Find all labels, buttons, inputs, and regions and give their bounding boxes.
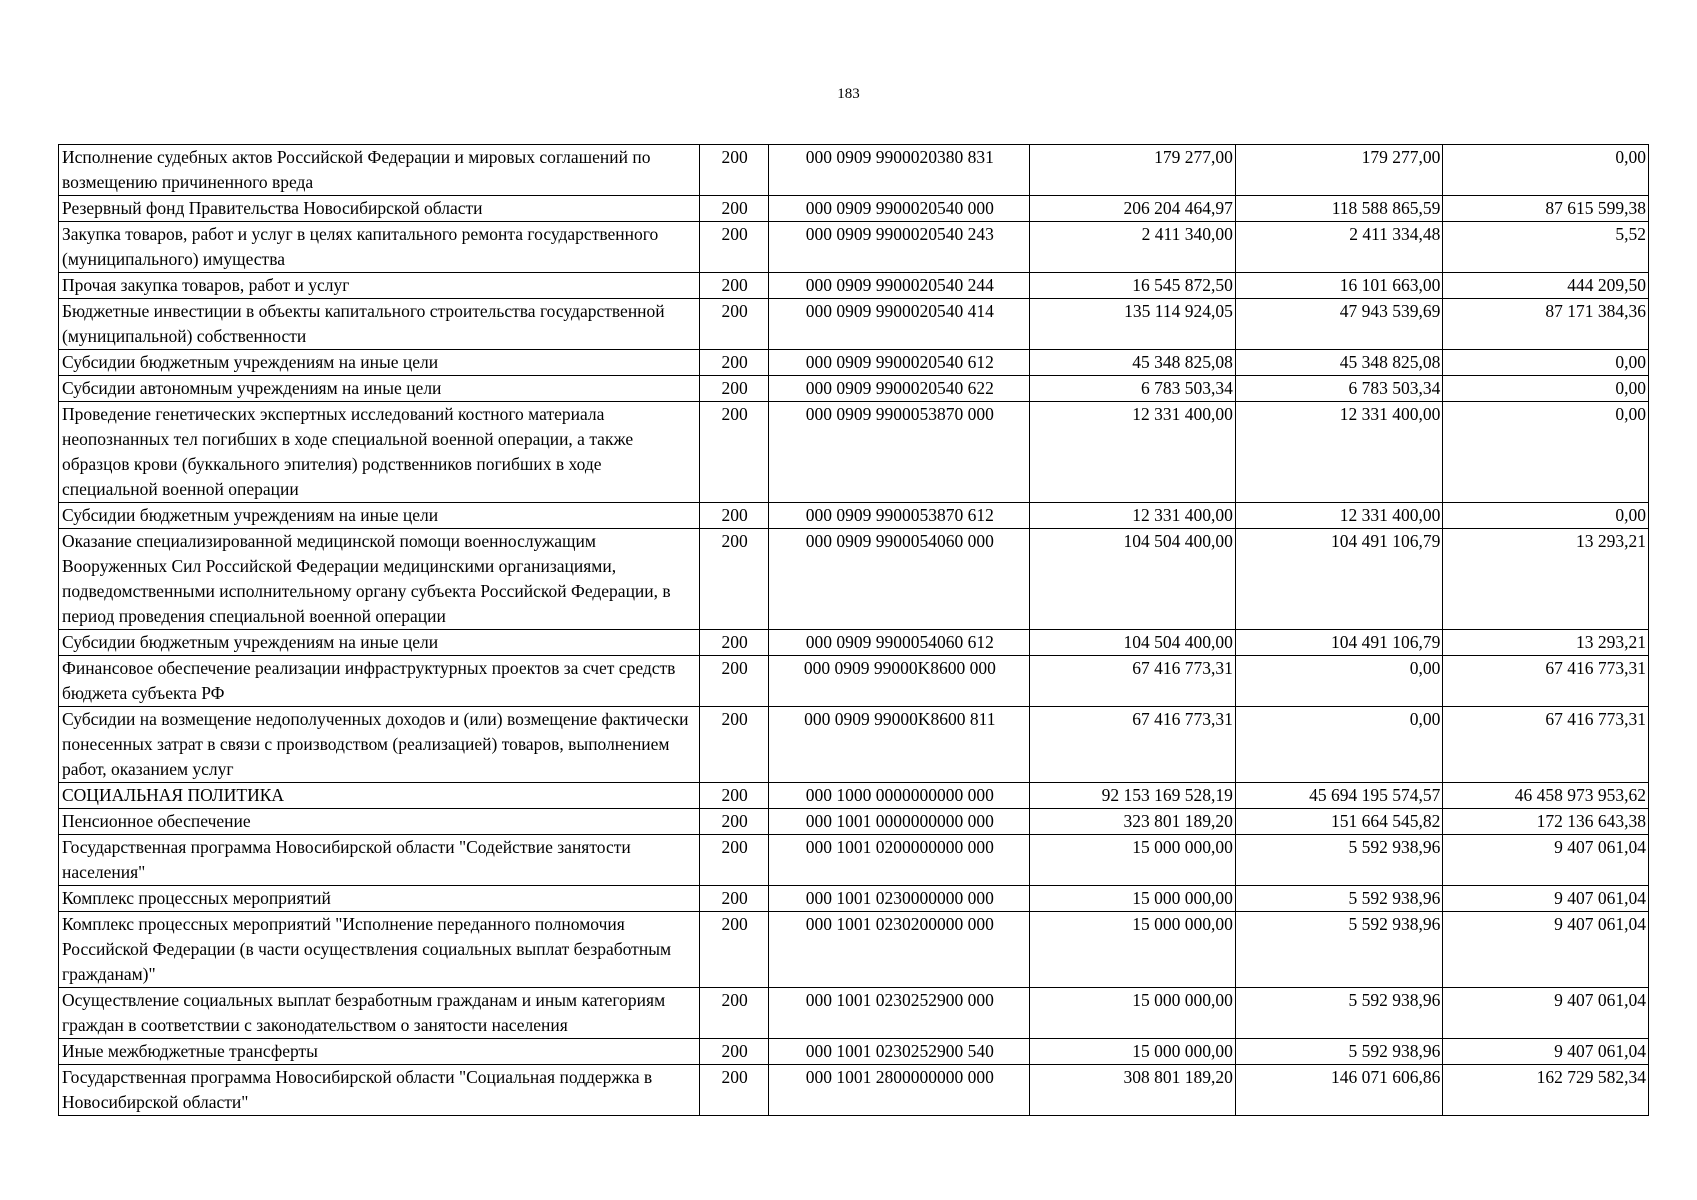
row-executed-amount-cell: 0,00 <box>1235 707 1443 783</box>
row-admin-code-cell: 200 <box>699 273 769 299</box>
row-approved-amount-cell: 15 000 000,00 <box>1030 886 1236 912</box>
row-admin-code-cell: 200 <box>699 1065 769 1116</box>
row-name-cell: Субсидии автономным учреждениям на иные цели <box>59 376 700 402</box>
table-row <box>59 376 1649 402</box>
row-unexecuted-amount-cell: 46 458 973 953,62 <box>1443 783 1649 809</box>
table-row <box>59 1039 1649 1065</box>
row-budget-code-cell: 000 0909 99000K8600 000 <box>769 656 1030 707</box>
table-row <box>59 656 1649 707</box>
row-budget-code-cell: 000 0909 9900020540 243 <box>769 222 1030 273</box>
row-unexecuted-amount-cell: 0,00 <box>1443 402 1649 503</box>
table-row <box>59 273 1649 299</box>
row-unexecuted-amount-cell: 13 293,21 <box>1443 630 1649 656</box>
table-row <box>59 988 1649 1039</box>
row-unexecuted-amount-cell: 0,00 <box>1443 376 1649 402</box>
row-executed-amount-cell: 12 331 400,00 <box>1235 503 1443 529</box>
row-unexecuted-amount-cell: 9 407 061,04 <box>1443 912 1649 988</box>
row-approved-amount-cell: 15 000 000,00 <box>1030 835 1236 886</box>
row-budget-code-cell: 000 0909 9900053870 000 <box>769 402 1030 503</box>
table-row <box>59 222 1649 273</box>
row-name-cell: Субсидии бюджетным учреждениям на иные цели <box>59 503 700 529</box>
table-row <box>59 809 1649 835</box>
table-body <box>59 145 1649 1116</box>
row-name-cell: Иные межбюджетные трансферты <box>59 1039 700 1065</box>
row-budget-code-cell: 000 1001 0230000000 000 <box>769 886 1030 912</box>
row-budget-code-cell: 000 0909 9900020540 612 <box>769 350 1030 376</box>
row-executed-amount-cell: 5 592 938,96 <box>1235 912 1443 988</box>
row-name-cell: Прочая закупка товаров, работ и услуг <box>59 273 700 299</box>
row-budget-code-cell: 000 1001 0000000000 000 <box>769 809 1030 835</box>
row-executed-amount-cell: 16 101 663,00 <box>1235 273 1443 299</box>
row-executed-amount-cell: 118 588 865,59 <box>1235 196 1443 222</box>
row-name-cell: Резервный фонд Правительства Новосибирской области <box>59 196 700 222</box>
row-approved-amount-cell: 179 277,00 <box>1030 145 1236 196</box>
row-admin-code-cell: 200 <box>699 783 769 809</box>
row-admin-code-cell: 200 <box>699 988 769 1039</box>
row-budget-code-cell: 000 0909 9900020540 622 <box>769 376 1030 402</box>
row-unexecuted-amount-cell: 172 136 643,38 <box>1443 809 1649 835</box>
row-admin-code-cell: 200 <box>699 222 769 273</box>
row-approved-amount-cell: 206 204 464,97 <box>1030 196 1236 222</box>
row-unexecuted-amount-cell: 87 171 384,36 <box>1443 299 1649 350</box>
row-unexecuted-amount-cell: 9 407 061,04 <box>1443 835 1649 886</box>
row-budget-code-cell: 000 1001 0200000000 000 <box>769 835 1030 886</box>
row-name-cell: Субсидии на возмещение недополученных доходов и (или) возмещение фактически понесенных затрат в связи с производством (реализацией) товаров, выполнением работ, оказанием услуг <box>59 707 700 783</box>
row-approved-amount-cell: 45 348 825,08 <box>1030 350 1236 376</box>
budget-execution-table <box>58 144 1649 1116</box>
row-approved-amount-cell: 323 801 189,20 <box>1030 809 1236 835</box>
table-row <box>59 529 1649 630</box>
page-number: 183 <box>837 86 860 102</box>
row-executed-amount-cell: 0,00 <box>1235 656 1443 707</box>
row-approved-amount-cell: 308 801 189,20 <box>1030 1065 1236 1116</box>
row-admin-code-cell: 200 <box>699 503 769 529</box>
row-budget-code-cell: 000 0909 9900020540 244 <box>769 273 1030 299</box>
row-budget-code-cell: 000 0909 9900053870 612 <box>769 503 1030 529</box>
row-name-cell: Финансовое обеспечение реализации инфраструктурных проектов за счет средств бюджета субъекта РФ <box>59 656 700 707</box>
row-approved-amount-cell: 92 153 169 528,19 <box>1030 783 1236 809</box>
row-budget-code-cell: 000 0909 9900020380 831 <box>769 145 1030 196</box>
row-executed-amount-cell: 5 592 938,96 <box>1235 1039 1443 1065</box>
row-budget-code-cell: 000 1000 0000000000 000 <box>769 783 1030 809</box>
row-admin-code-cell: 200 <box>699 630 769 656</box>
row-approved-amount-cell: 15 000 000,00 <box>1030 912 1236 988</box>
row-approved-amount-cell: 135 114 924,05 <box>1030 299 1236 350</box>
table-row <box>59 350 1649 376</box>
table-row <box>59 299 1649 350</box>
row-budget-code-cell: 000 0909 9900020540 414 <box>769 299 1030 350</box>
row-approved-amount-cell: 12 331 400,00 <box>1030 503 1236 529</box>
row-unexecuted-amount-cell: 13 293,21 <box>1443 529 1649 630</box>
row-admin-code-cell: 200 <box>699 376 769 402</box>
row-unexecuted-amount-cell: 0,00 <box>1443 350 1649 376</box>
row-executed-amount-cell: 45 348 825,08 <box>1235 350 1443 376</box>
row-executed-amount-cell: 12 331 400,00 <box>1235 402 1443 503</box>
row-admin-code-cell: 200 <box>699 402 769 503</box>
row-unexecuted-amount-cell: 0,00 <box>1443 145 1649 196</box>
row-unexecuted-amount-cell: 67 416 773,31 <box>1443 656 1649 707</box>
row-name-cell: Оказание специализированной медицинской помощи военнослужащим Вооруженных Сил Российской Федерации медицинскими организациями, подведомственными исполнительному органу субъекта Российской Федерации, в период проведения специальной военной операции <box>59 529 700 630</box>
row-executed-amount-cell: 151 664 545,82 <box>1235 809 1443 835</box>
row-admin-code-cell: 200 <box>699 835 769 886</box>
row-approved-amount-cell: 2 411 340,00 <box>1030 222 1236 273</box>
row-approved-amount-cell: 15 000 000,00 <box>1030 1039 1236 1065</box>
row-executed-amount-cell: 47 943 539,69 <box>1235 299 1443 350</box>
table-row <box>59 402 1649 503</box>
row-unexecuted-amount-cell: 67 416 773,31 <box>1443 707 1649 783</box>
row-executed-amount-cell: 5 592 938,96 <box>1235 988 1443 1039</box>
table-row <box>59 145 1649 196</box>
table-row <box>59 503 1649 529</box>
row-budget-code-cell: 000 0909 9900020540 000 <box>769 196 1030 222</box>
row-budget-code-cell: 000 1001 0230252900 540 <box>769 1039 1030 1065</box>
row-unexecuted-amount-cell: 0,00 <box>1443 503 1649 529</box>
table-row <box>59 630 1649 656</box>
row-budget-code-cell: 000 1001 2800000000 000 <box>769 1065 1030 1116</box>
table-row <box>59 835 1649 886</box>
row-unexecuted-amount-cell: 9 407 061,04 <box>1443 988 1649 1039</box>
row-executed-amount-cell: 2 411 334,48 <box>1235 222 1443 273</box>
row-executed-amount-cell: 45 694 195 574,57 <box>1235 783 1443 809</box>
row-executed-amount-cell: 179 277,00 <box>1235 145 1443 196</box>
row-budget-code-cell: 000 0909 99000K8600 811 <box>769 707 1030 783</box>
row-name-cell: Государственная программа Новосибирской области "Социальная поддержка в Новосибирской области" <box>59 1065 700 1116</box>
row-approved-amount-cell: 67 416 773,31 <box>1030 656 1236 707</box>
row-admin-code-cell: 200 <box>699 299 769 350</box>
row-executed-amount-cell: 5 592 938,96 <box>1235 886 1443 912</box>
row-unexecuted-amount-cell: 5,52 <box>1443 222 1649 273</box>
row-admin-code-cell: 200 <box>699 529 769 630</box>
row-budget-code-cell: 000 1001 0230200000 000 <box>769 912 1030 988</box>
row-approved-amount-cell: 104 504 400,00 <box>1030 630 1236 656</box>
row-name-cell: Осуществление социальных выплат безработным гражданам и иным категориям граждан в соответствии с законодательством о занятости населения <box>59 988 700 1039</box>
row-admin-code-cell: 200 <box>699 196 769 222</box>
row-name-cell: Комплекс процессных мероприятий <box>59 886 700 912</box>
row-executed-amount-cell: 146 071 606,86 <box>1235 1065 1443 1116</box>
row-name-cell: СОЦИАЛЬНАЯ ПОЛИТИКА <box>59 783 700 809</box>
row-name-cell: Субсидии бюджетным учреждениям на иные цели <box>59 350 700 376</box>
row-budget-code-cell: 000 0909 9900054060 612 <box>769 630 1030 656</box>
row-executed-amount-cell: 104 491 106,79 <box>1235 529 1443 630</box>
row-approved-amount-cell: 104 504 400,00 <box>1030 529 1236 630</box>
table-row <box>59 783 1649 809</box>
row-admin-code-cell: 200 <box>699 1039 769 1065</box>
row-admin-code-cell: 200 <box>699 350 769 376</box>
table-row <box>59 912 1649 988</box>
table-row <box>59 886 1649 912</box>
row-admin-code-cell: 200 <box>699 886 769 912</box>
row-name-cell: Исполнение судебных актов Российской Федерации и мировых соглашений по возмещению причиненного вреда <box>59 145 700 196</box>
row-admin-code-cell: 200 <box>699 707 769 783</box>
row-admin-code-cell: 200 <box>699 809 769 835</box>
row-name-cell: Субсидии бюджетным учреждениям на иные цели <box>59 630 700 656</box>
row-admin-code-cell: 200 <box>699 145 769 196</box>
row-name-cell: Комплекс процессных мероприятий "Исполнение переданного полномочия Российской Федерации (в части осуществления социальных выплат безработным гражданам)" <box>59 912 700 988</box>
row-admin-code-cell: 200 <box>699 912 769 988</box>
row-unexecuted-amount-cell: 162 729 582,34 <box>1443 1065 1649 1116</box>
row-unexecuted-amount-cell: 9 407 061,04 <box>1443 1039 1649 1065</box>
row-approved-amount-cell: 12 331 400,00 <box>1030 402 1236 503</box>
row-approved-amount-cell: 6 783 503,34 <box>1030 376 1236 402</box>
row-approved-amount-cell: 15 000 000,00 <box>1030 988 1236 1039</box>
table-row <box>59 196 1649 222</box>
row-executed-amount-cell: 104 491 106,79 <box>1235 630 1443 656</box>
row-unexecuted-amount-cell: 87 615 599,38 <box>1443 196 1649 222</box>
row-name-cell: Бюджетные инвестиции в объекты капитального строительства государственной (муниципальной) собственности <box>59 299 700 350</box>
row-name-cell: Закупка товаров, работ и услуг в целях капитального ремонта государственного (муниципального) имущества <box>59 222 700 273</box>
row-executed-amount-cell: 5 592 938,96 <box>1235 835 1443 886</box>
row-admin-code-cell: 200 <box>699 656 769 707</box>
row-name-cell: Проведение генетических экспертных исследований костного материала неопознанных тел погибших в ходе специальной военной операции, а также образцов крови (буккального эпителия) родственников погибших в ходе специальной военной операции <box>59 402 700 503</box>
row-unexecuted-amount-cell: 9 407 061,04 <box>1443 886 1649 912</box>
row-unexecuted-amount-cell: 444 209,50 <box>1443 273 1649 299</box>
row-name-cell: Пенсионное обеспечение <box>59 809 700 835</box>
row-name-cell: Государственная программа Новосибирской области "Содействие занятости населения" <box>59 835 700 886</box>
row-budget-code-cell: 000 1001 0230252900 000 <box>769 988 1030 1039</box>
row-budget-code-cell: 000 0909 9900054060 000 <box>769 529 1030 630</box>
table-row <box>59 1065 1649 1116</box>
row-executed-amount-cell: 6 783 503,34 <box>1235 376 1443 402</box>
row-approved-amount-cell: 67 416 773,31 <box>1030 707 1236 783</box>
row-approved-amount-cell: 16 545 872,50 <box>1030 273 1236 299</box>
table-row <box>59 707 1649 783</box>
